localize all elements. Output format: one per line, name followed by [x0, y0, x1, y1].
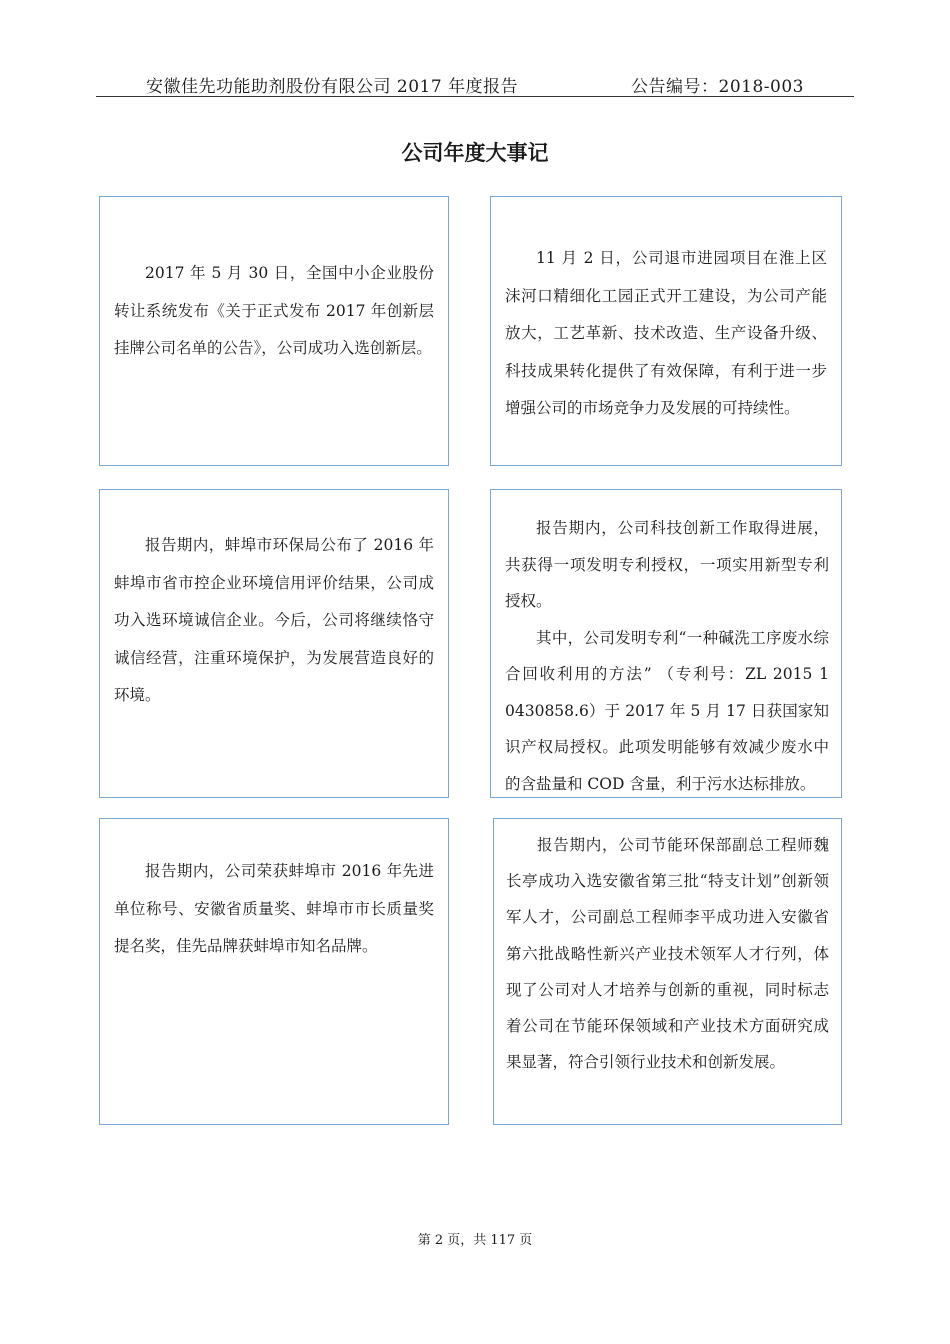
event-paragraph: 2017 年 5 月 30 日，全国中小企业股份转让系统发布《关于正式发布 2017 年创新层挂牌公司名单的公告》，公司成功入选创新层。 — [114, 264, 434, 357]
event-paragraph: 报告期内，蚌埠市环保局公布了 2016 年蚌埠市省市控企业环境信用评价结果，公司成功入选环境诚信企业。今后，公司将继续恪守诚信经营，注重环境保护，为发展营造良好的环境。 — [114, 536, 434, 704]
event-box-patents — [490, 489, 842, 798]
page-header — [96, 62, 854, 97]
event-paragraph: 报告期内，公司节能环保部副总工程师魏长亭成功入选安徽省第三批“特支计划”创新领军人才，公司副总工程师李平成功进入安徽省第六批战略性新兴产业技术领军人才行列，体现了公司对人才培养与创新的重视，同时标志着公司在节能环保领域和产业技术方面研究成果显著，符合引领行业技术和创新发展。 — [506, 836, 829, 1072]
page-title: 公司年度大事记 — [401, 141, 549, 165]
event-paragraph: 11 月 2 日，公司退市进园项目在淮上区沫河口精细化工园正式开工建设，为公司产能放大，工艺革新、技术改造、生产设备升级、科技成果转化提供了有效保障，有利于进一步增强公司的市场竞争力及发展的可持续性。 — [505, 249, 827, 417]
page-number: 第 2 页，共 117 页 — [417, 1233, 533, 1248]
event-paragraph: 报告期内，公司科技创新工作取得进展，共获得一项发明专利授权，一项实用新型专利授权。 — [505, 519, 829, 610]
event-box-park-project — [490, 196, 842, 466]
event-box-innovation-layer — [99, 196, 449, 466]
header-notice-number: 公告编号：2018-003 — [631, 77, 804, 97]
event-box-environmental-credit — [99, 489, 449, 798]
event-box-awards — [99, 818, 449, 1125]
event-box-talent — [493, 818, 842, 1125]
header-company-report: 安徽佳先功能助剂股份有限公司 2017 年度报告 — [146, 77, 519, 97]
event-paragraph: 其中，公司发明专利“一种碱洗工序废水综合回收利用的方法” （专利号：ZL 2015 1 0430858.6）于 2017 年 5 月 17 日获国家知识产权局授权。此项发明能够有效减少废水中的含盐量和 COD 含量，利于污水达标排放。 — [505, 628, 829, 793]
event-paragraph: 报告期内，公司荣获蚌埠市 2016 年先进单位称号、安徽省质量奖、蚌埠市市长质量奖提名奖，佳先品牌获蚌埠市知名品牌。 — [114, 862, 434, 955]
